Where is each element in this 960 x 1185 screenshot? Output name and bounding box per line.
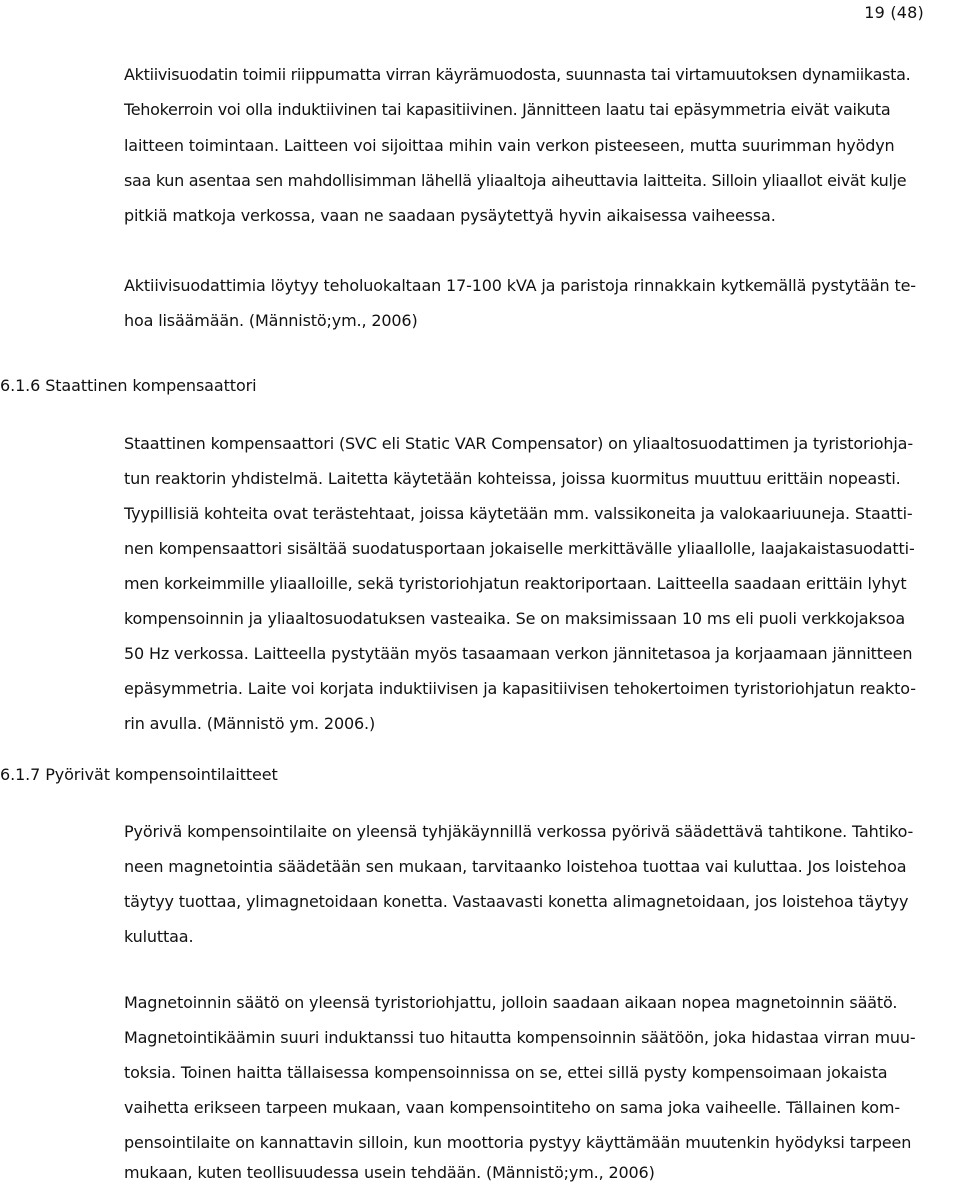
text-line: Aktiivisuodattimia löytyy teholuokaltaan 17-100 kVA ja paristoja rinnakkain kytkemällä pystytään te- <box>124 276 916 295</box>
text-line: Magnetointikäämin suuri induktanssi tuo hitautta kompensoinnin säätöön, joka hidastaa virran muu- <box>124 1028 916 1047</box>
text-line: saa kun asentaa sen mahdollisimman lähellä yliaaltoja aiheuttavia laitteita. Silloin yliaallot eivät kulje <box>124 171 907 190</box>
text-line: hoa lisäämään. (Männistö;ym., 2006) <box>124 311 418 330</box>
text-line: neen magnetointia säädetään sen mukaan, tarvitaanko loistehoa tuottaa vai kuluttaa. Jos loistehoa <box>124 857 907 876</box>
section-heading-6-1-7: 6.1.7 Pyörivät kompensointilaitteet <box>0 765 278 784</box>
text-line: Pyörivä kompensointilaite on yleensä tyhjäkäynnillä verkossa pyörivä säädettävä tahtikone. Tahtiko- <box>124 822 914 841</box>
text-line: Staattinen kompensaattori (SVC eli Static VAR Compensator) on yliaaltosuodattimen ja tyristoriohja- <box>124 434 913 453</box>
text-line: pensointilaite on kannattavin silloin, kun moottoria pystyy käyttämään muutenkin hyödyksi tarpeen <box>124 1133 912 1152</box>
text-line: nen kompensaattori sisältää suodatusportaan jokaiselle merkittävälle yliaallolle, laajakaistasuodatti- <box>124 539 915 558</box>
text-line: rin avulla. (Männistö ym. 2006.) <box>124 714 376 733</box>
text-line: kompensoinnin ja yliaaltosuodatuksen vasteaika. Se on maksimissaan 10 ms eli puoli verkkojaksoa <box>124 609 906 628</box>
text-line: Magnetoinnin säätö on yleensä tyristoriohjattu, jolloin saadaan aikaan nopea magnetoinnin säätö. <box>124 993 898 1012</box>
text-line: epäsymmetria. Laite voi korjata induktiivisen ja kapasitiivisen tehokertoimen tyristoriohjatun reakto- <box>124 679 916 698</box>
text-line: tun reaktorin yhdistelmä. Laitetta käytetään kohteissa, joissa kuormitus muuttuu erittäin nopeasti. <box>124 469 901 488</box>
text-line: vaihetta erikseen tarpeen mukaan, vaan kompensointiteho on sama joka vaiheelle. Tällainen kom- <box>124 1098 900 1117</box>
text-line: toksia. Toinen haitta tällaisessa kompensoinnissa on se, ettei sillä pysty kompensoimaan jokaista <box>124 1063 888 1082</box>
page-number: 19 (48) <box>864 3 924 22</box>
text-line: Tehokerroin voi olla induktiivinen tai kapasitiivinen. Jännitteen laatu tai epäsymmetria eivät vaikuta <box>124 100 891 119</box>
text-line: men korkeimmille yliaalloille, sekä tyristoriohjatun reaktoriportaan. Laitteella saadaan erittäin lyhyt <box>124 574 907 593</box>
text-line: Tyypillisiä kohteita ovat terästehtaat, joissa käytetään mm. valssikoneita ja valokaariuuneja. Staatti- <box>124 504 913 523</box>
text-line: Aktiivisuodatin toimii riippumatta virran käyrämuodosta, suunnasta tai virtamuutoksen dynamiikasta. <box>124 65 911 84</box>
section-heading-6-1-6: 6.1.6 Staattinen kompensaattori <box>0 376 257 395</box>
text-line: kuluttaa. <box>124 927 194 946</box>
text-line: pitkiä matkoja verkossa, vaan ne saadaan pysäytettyä hyvin aikaisessa vaiheessa. <box>124 206 776 225</box>
text-line: 50 Hz verkossa. Laitteella pystytään myös tasaamaan verkon jännitetasoa ja korjaamaan jännitteen <box>124 644 913 663</box>
text-line: laitteen toimintaan. Laitteen voi sijoittaa mihin vain verkon pisteeseen, mutta suurimman hyödyn <box>124 136 895 155</box>
text-line: täytyy tuottaa, ylimagnetoidaan konetta. Vastaavasti konetta alimagnetoidaan, jos loistehoa täytyy <box>124 892 909 911</box>
text-line: mukaan, kuten teollisuudessa usein tehdään. (Männistö;ym., 2006) <box>124 1163 655 1182</box>
